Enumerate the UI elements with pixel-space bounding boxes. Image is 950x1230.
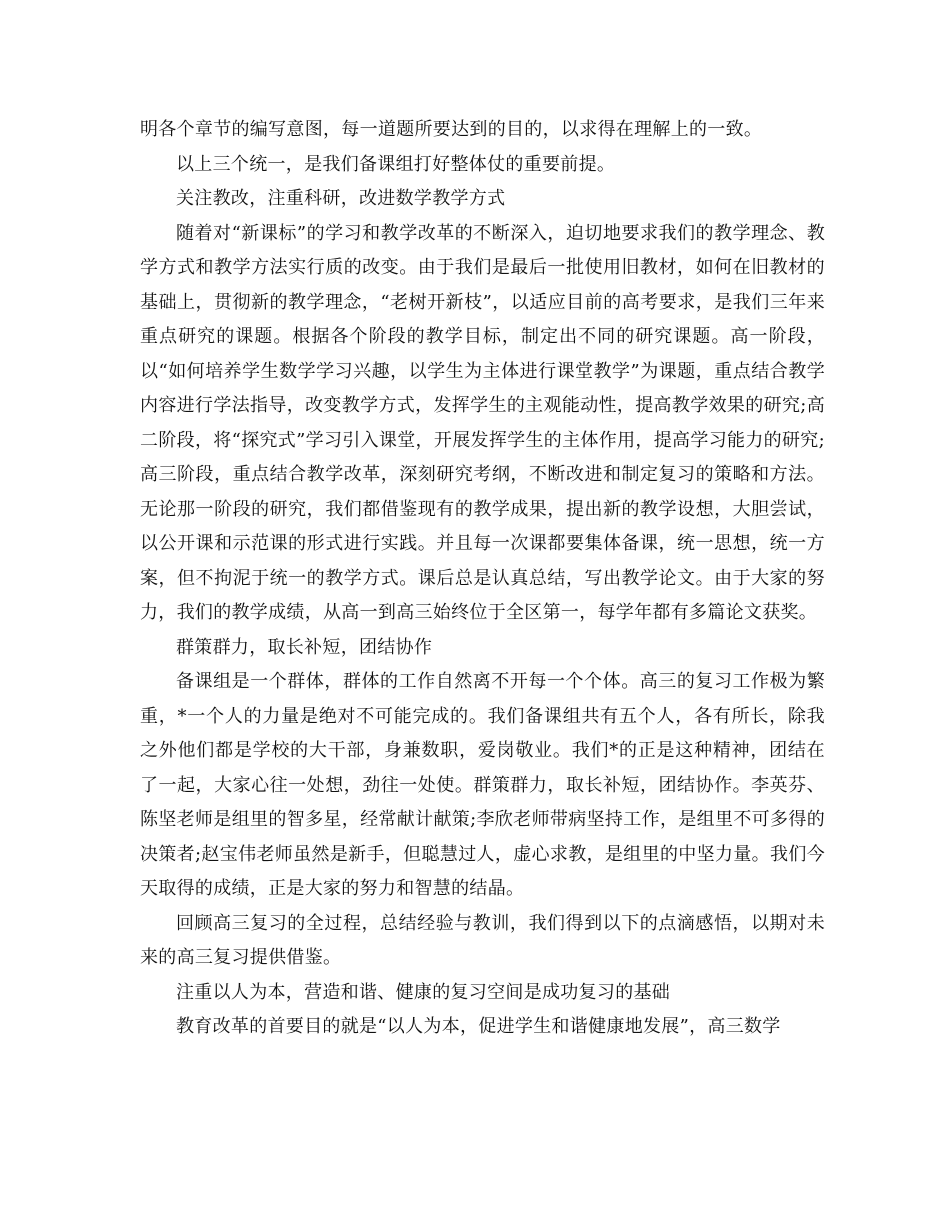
paragraph-three-unifications: 以上三个统一，是我们备课组打好整体仗的重要前提。 <box>176 153 616 175</box>
section-heading-teaching-reform: 关注教改，注重科研，改进数学教学方式 <box>176 188 506 209</box>
section-heading-teamwork: 群策群力，取长补短，团结协作 <box>176 636 433 658</box>
section-heading-people-oriented: 注重以人为本，营造和谐、健康的复习空间是成功复习的基础 <box>176 981 671 1003</box>
paragraph-education-reform: 教育改革的首要目的就是“以人为本，促进学生和谐健康地发展”，高三数学 <box>176 1016 781 1037</box>
paragraph-teamwork: 备课组是一个群体，群体的工作自然离不开每一个个体。高三的复习工作极为繁重，*一个人的力量是绝对不可能完成的。我们备课组共有五个人，各有所长，除我之外他们都是学校的大干部，身兼数职，爱岗敬业。我们*的正是这种精神，团结在了一起，大家心往一处想，劲往一处使。群策群力，取长补短，团结协作。李英芬、陈坚老师是组里的智多星，经常献计献策;李欣老师带病坚持工作，是组里不可多得的决策者;赵宝伟老师虽然是新手，但聪慧过人，虚心求教，是组里的中坚力量。我们今天取得的成绩，正是大家的努力和智慧的结晶。 <box>140 671 825 899</box>
paragraph-review: 回顾高三复习的全过程，总结经验与教训，我们得到以下的点滴感悟，以期对未来的高三复习提供借鉴。 <box>140 912 825 968</box>
document-body <box>140 113 825 1045</box>
paragraph-continuation: 明各个章节的编写意图，每一道题所要达到的目的，以求得在理解上的一致。 <box>140 119 763 140</box>
paragraph-teaching-reform: 随着对“新课标”的学习和教学改革的不断深入，迫切地要求我们的教学理念、教学方式和教学方法实行质的改变。由于我们是最后一批使用旧教材，如何在旧教材的基础上，贯彻新的教学理念，“老树开新枝”，以适应目前的高考要求，是我们三年来重点研究的课题。根据各个阶段的教学目标，制定出不同的研究课题。高一阶段，以“如何培养学生数学学习兴趣，以学生为主体进行课堂教学”为课题，重点结合教学内容进行学法指导，改变教学方式，发挥学生的主观能动性，提高教学效果的研究;高二阶段，将“探究式”学习引入课堂，开展发挥学生的主体作用，提高学习能力的研究;高三阶段，重点结合教学改革，深刻研究考纲，不断改进和制定复习的策略和方法。无论那一阶段的研究，我们都借鉴现有的教学成果，提出新的教学设想，大胆尝试，以公开课和示范课的形式进行实践。并且每一次课都要集体备课，统一思想，统一方案，但不拘泥于统一的教学方式。课后总是认真总结，写出教学论文。由于大家的努力，我们的教学成绩，从高一到高三始终位于全区第一，每学年都有多篇论文获奖。 <box>140 222 825 623</box>
